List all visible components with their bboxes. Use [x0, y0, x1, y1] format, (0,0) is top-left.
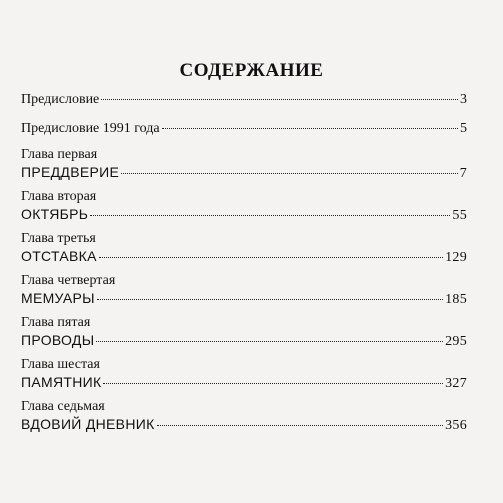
toc-entry — [21, 356, 467, 392]
dot-leader — [90, 215, 450, 216]
chapter-label: Глава третья — [21, 231, 96, 246]
chapter-title: ВДОВИЙ ДНЕВНИК — [21, 416, 155, 432]
dot-leader — [157, 425, 444, 426]
chapter-label: Глава первая — [21, 147, 98, 162]
page-number: 55 — [452, 208, 467, 223]
toc-line — [21, 248, 467, 266]
toc-line — [21, 374, 467, 392]
table-of-contents — [21, 92, 467, 433]
chapter-title: ОКТЯБРЬ — [21, 206, 89, 222]
chapter-label: Глава шестая — [21, 357, 100, 372]
page-number: 7 — [459, 166, 467, 181]
toc-line — [21, 332, 467, 350]
toc-line — [21, 164, 467, 182]
chapter-title: ПРЕДДВЕРИЕ — [21, 164, 120, 180]
chapter-label: Глава пятая — [21, 315, 91, 330]
chapter-title: ПАМЯТНИК — [21, 374, 102, 390]
page-number: 185 — [445, 292, 467, 307]
chapter-label: Глава седьмая — [21, 399, 105, 414]
dot-leader — [101, 99, 458, 100]
dot-leader — [97, 299, 443, 300]
entry-title: Предисловие 1991 года — [21, 121, 160, 136]
chapter-title: ОТСТАВКА — [21, 248, 97, 264]
toc-line — [21, 416, 467, 434]
toc-entry — [21, 272, 467, 308]
toc-line — [21, 92, 467, 108]
page-number: 327 — [445, 376, 467, 391]
chapter-label: Глава четвертая — [21, 273, 116, 288]
dot-leader — [121, 173, 458, 174]
chapter-label: Глава вторая — [21, 189, 97, 204]
toc-entry — [21, 230, 467, 266]
toc-entry — [21, 398, 467, 434]
toc-line — [21, 121, 467, 137]
entry-title: Предисловие — [21, 92, 100, 107]
toc-entry — [21, 92, 467, 108]
toc-entry — [21, 121, 467, 137]
dot-leader — [103, 383, 443, 384]
page-number: 3 — [460, 92, 467, 107]
page-number: 295 — [445, 334, 467, 349]
toc-entry — [21, 146, 467, 182]
dot-leader — [96, 341, 443, 342]
page-number: 5 — [460, 121, 467, 136]
chapter-title: МЕМУАРЫ — [21, 290, 95, 306]
toc-entry — [21, 188, 467, 224]
toc-line — [21, 206, 467, 224]
toc-line — [21, 290, 467, 308]
dot-leader — [162, 128, 458, 129]
page-number: 356 — [445, 418, 467, 433]
page-title: СОДЕРЖАНИЕ — [179, 60, 324, 81]
chapter-title: ПРОВОДЫ — [21, 332, 95, 348]
dot-leader — [99, 257, 443, 258]
toc-entry — [21, 314, 467, 350]
page-number: 129 — [445, 250, 467, 265]
